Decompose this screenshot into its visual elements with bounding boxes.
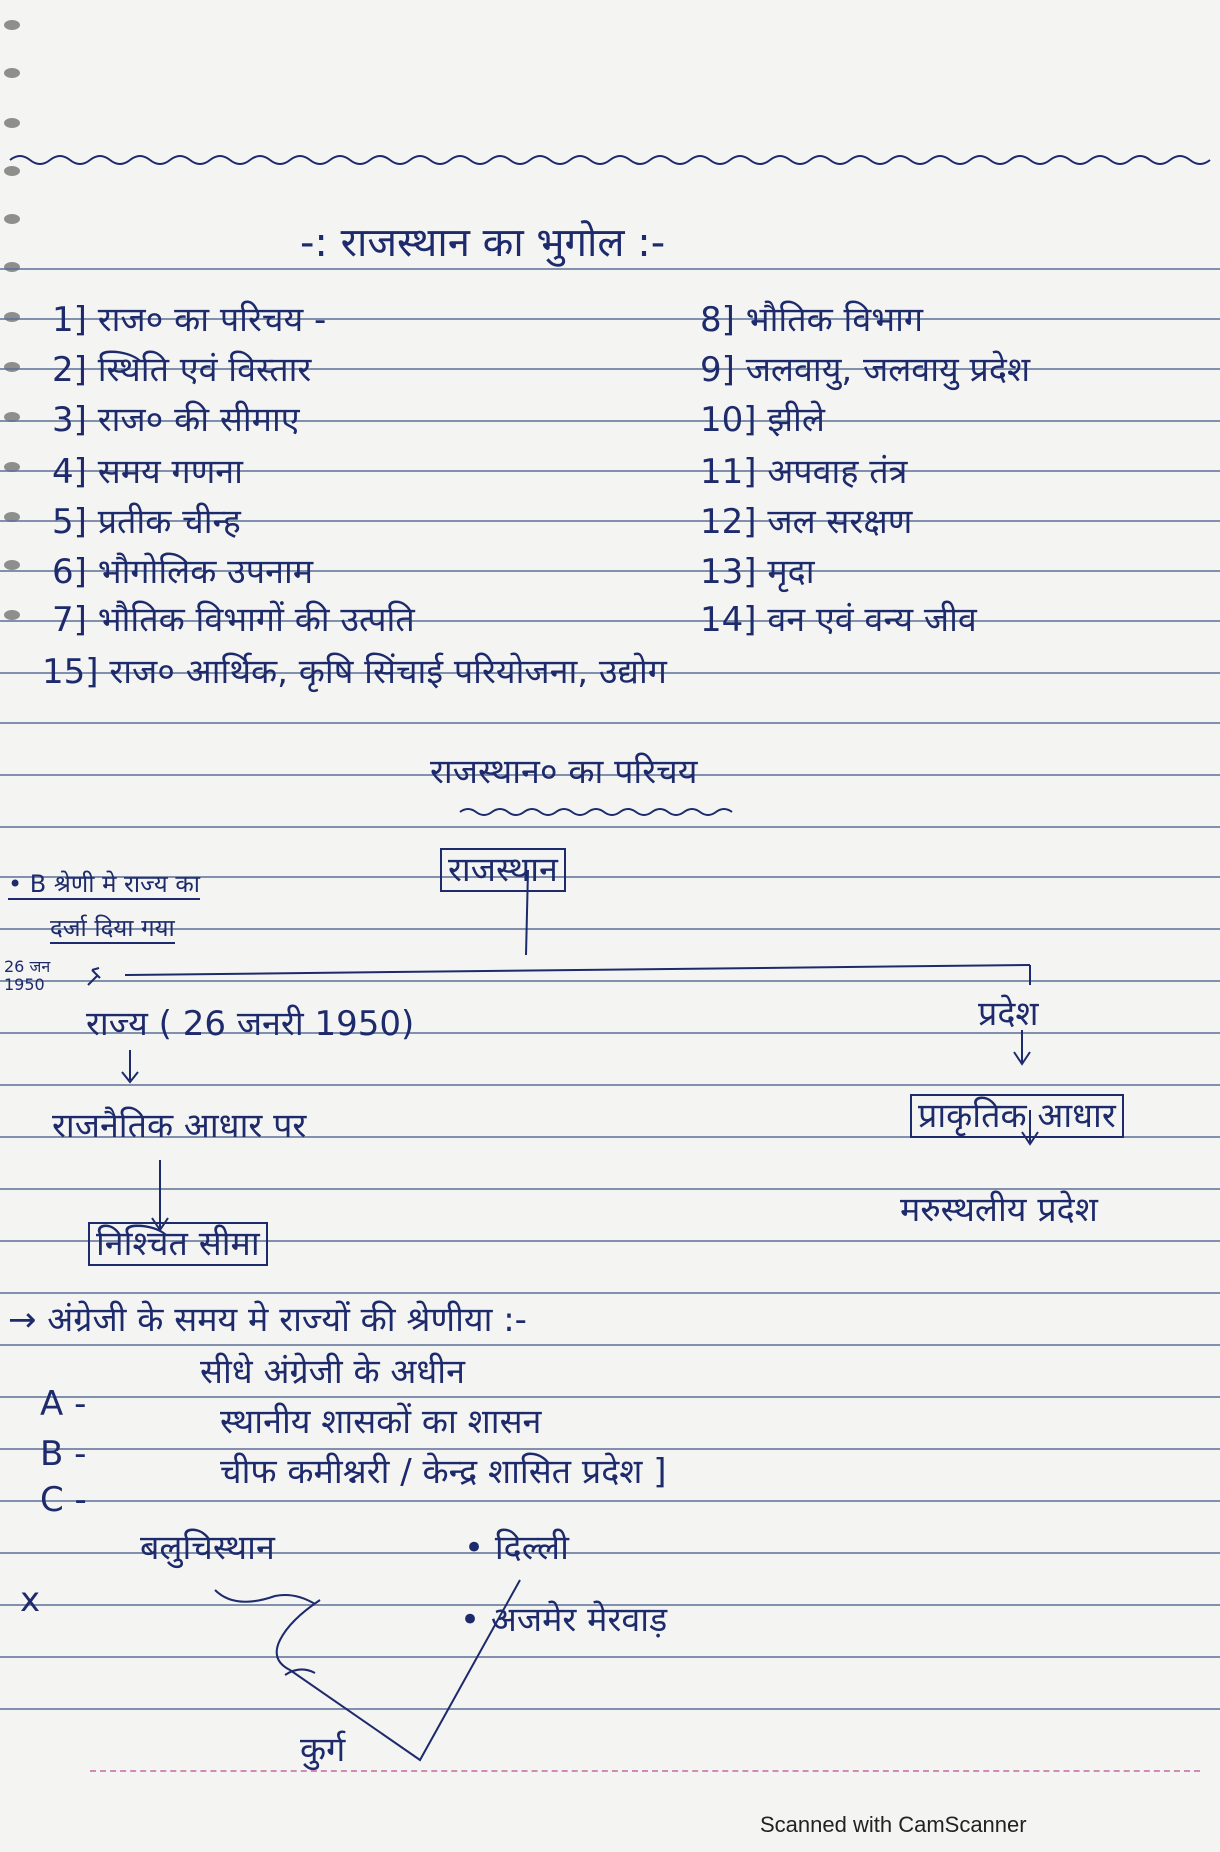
- topic-item: 15] राज० आर्थिक, कृषि सिंचाई परियोजना, उद्योग: [42, 652, 667, 692]
- category-a-label: A -: [40, 1384, 87, 1424]
- category-b-label: B -: [40, 1434, 87, 1474]
- c-region-baluchistan: बलुचिस्थान: [140, 1528, 275, 1568]
- c-region-coorg: कुर्ग: [300, 1730, 346, 1770]
- category-c-text: चीफ कमीश्नरी / केन्द्र शासित प्रदेश ]: [220, 1452, 667, 1492]
- topic-item: 10] झीले: [700, 400, 825, 440]
- diagram-left-child: राजनैतिक आधार पर: [52, 1106, 307, 1146]
- topic-item: 9] जलवायु, जलवायु प्रदेश: [700, 350, 1031, 390]
- topic-item: 14] वन एवं वन्य जीव: [700, 600, 977, 640]
- british-heading: → अंग्रेजी के समय मे राज्यों की श्रेणीया :-: [8, 1300, 527, 1340]
- category-c-label: C -: [40, 1480, 87, 1520]
- topic-item: 11] अपवाह तंत्र: [700, 452, 908, 492]
- diagram-right-node: प्रदेश: [978, 994, 1039, 1034]
- topic-item: 5] प्रतीक चीन्ह: [52, 502, 241, 542]
- topic-item: 13] मृदा: [700, 552, 815, 592]
- topic-item: 12] जल सरक्षण: [700, 502, 913, 542]
- topic-item: 4] समय गणना: [52, 452, 243, 492]
- section-heading: राजस्थान० का परिचय: [430, 752, 698, 792]
- note-b-category: • B श्रेणी मे राज्य का: [8, 870, 201, 898]
- diagram-left-leaf: निश्चित सीमा: [88, 1222, 268, 1266]
- c-region-ajmer: • अजमेर मेरवाड़: [460, 1600, 668, 1640]
- topic-item: 1] राज० का परिचय -: [52, 300, 327, 340]
- topic-item: 2] स्थिति एवं विस्तार: [52, 350, 312, 390]
- note-b-category-cont: दर्जा दिया गया: [50, 914, 175, 942]
- x-mark: x: [20, 1580, 41, 1620]
- category-b-text: स्थानीय शासकों का शासन: [220, 1402, 542, 1442]
- diagram-left-node: राज्य ( 26 जनरी 1950): [86, 1004, 415, 1044]
- topic-item: 8] भौतिक विभाग: [700, 300, 924, 340]
- note-date: 26 जन 1950: [4, 957, 51, 994]
- topic-item: 6] भौगोलिक उपनाम: [52, 552, 314, 592]
- scanner-watermark: Scanned with CamScanner: [760, 1812, 1027, 1837]
- category-a-text: सीधे अंग्रेजी के अधीन: [200, 1352, 465, 1392]
- topic-item: 7] भौतिक विभागों की उत्पति: [52, 600, 415, 640]
- topic-item: 3] राज० की सीमाए: [52, 400, 300, 440]
- diagram-right-leaf: मरुस्थलीय प्रदेश: [900, 1190, 1098, 1230]
- diagram-root-node: राजस्थान: [440, 848, 566, 892]
- page-title: -: राजस्थान का भुगोल :-: [300, 220, 666, 266]
- diagram-right-child: प्राकृतिक आधार: [910, 1094, 1124, 1138]
- c-region-delhi: • दिल्ली: [464, 1528, 569, 1568]
